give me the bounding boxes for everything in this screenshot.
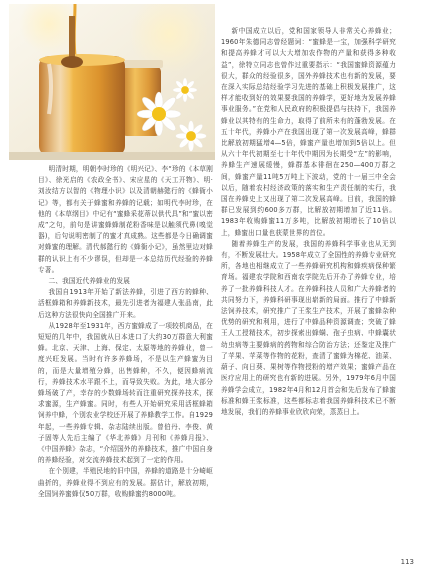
page-number: 113 — [400, 558, 414, 566]
section-heading-modern-development: 二、我国近代养蜂业的发展 — [48, 277, 131, 286]
paragraph-new-china: 新中国成立以后，党和国家领导人非常关心养蜂业；1960年朱德同志曾经题词：“蜜蜂是一宝，加强科学研究和提高养蜂才可以大大增加农作物的产量和获得多种收益”，徐特立同志也曾作过重要指示：“我国蜜蜂资源蕴力很大，群众的经验很多，国外养蜂技术也有新的发展，要在深入实际总结经验学习先进的基础上积极发展推广，这样才能收到好的效果要我国的养蜂学，更好地为发展养蜂事业服务。”在党和人民政府的积极提倡与扶持下，我国养蜂业以其特有的生命力，取得了前所未有的蓬勃发展。在五十年代，养蜂小产在我国出现了第一次发展高峰，蜂群比解放初期猛增4—5倍，蜂蜜产量也增加到5倍以上。但从六十年代初期至七十年代中期因为长期受“左”的影响，养蜂生产速展缓慢，蜂群基本徘徊在250—400万群之间，蜂蜜产量11吨5万吨上下波动，党的十一届三中全会以后，随着农村经济政策的落实和生产责任制的实行，我国在养蜂史上又出现了第二次发展高峰。目前，我国的蜂群已发展到约600多万群，比解放初期增加了近11倍。1983年收购蜂蜜11万多吨，比解放初期增长了10倍以上，蜂蜜出口量也获蒙世界的首位。 — [221, 27, 396, 237]
paragraph-semi-colonial: 在个别建，半殖民地的旧中国，养蜂的道路是十分崎岖曲折的，养蜂业得不到应有的发展。据估计，解放初期，全国饲养蜜蜂仅50万群，收购蜂蜜约8000吨。 — [38, 467, 213, 498]
left-text-column — [38, 164, 213, 500]
honey-jar-photo — [9, 4, 215, 160]
paragraph-1928-1931: 从1928年至1931年，西方蜜蜂成了一项较机商品，在短短的几年中，我国就从日本进口了大约30万群意大利蜜蜂。北京、天津、上海、保定、太原等地的养蜂业，曾一度兴旺发展。当时有许多养蜂场，不是以生产蜂蜜为目的，而是大量增殖分蜂，出售蜂种，不久，便因蜂病流行，养蜂技术水平跟不上，而导致失败。为此，地大部分蜂场破了产，幸存的少数蜂场转而注重研究探养技术，探求蜜源，生产蜂蜜。同时，有些人开始研究采用活框蜂箱饲养中蜂，个别农业学校还开展了养蜂教学工作。自1929年起，一些养蜂专辑、杂志陆续出版。曾伯丹、李俊、黄子固等人先后主编了《华北养蜂》月刊和《养蜂月报》、《中国养蜂》杂志，“介绍国外的养蜂技术，推广中国自身的养蜂经验，对交流养蜂技术起到了一定的作用。 — [38, 321, 213, 465]
honey-jar-with-flowers-icon — [9, 4, 215, 160]
chamomile-flower-back — [173, 78, 197, 102]
paragraph-1913: 我国自1913年开始了新法养蜂，引进了西方的蜂种、活框蜂箱和养蜂新技术，最先引进者为福建人张品南，此后这种方法很快向全国推广开来。 — [38, 288, 213, 319]
chamomile-flower-small — [176, 121, 207, 152]
paragraph-ming-qing: 明清时期，明朝李时珍的《明兴记》、李“珍的《本草刚目》、徐光启的《农政全书》、宋应星的《天工开物》、明·刘汝结方以智的《物理小识》以及清朝赫懿行的《蜂衙小记》等，都有关于蜂蜜和养蜂的记载；如明代李时珍，在他的《本草纲目》中记有“蜜蜂采花蒂以供代具”和“蜜以密成”之句，前句是讲蜜蜂蜂制花粉香味是以触须代鼻(嗅觉器)，后句说明密制了的蜜才真成熟。这些都是今日确调蜜对蜂蜜的理解。清代郝懿行的《蜂衙小记》，虽然里边对蜂群的认识上有不少谬误，但却是一本总结历代经验的养蜂专著。 — [38, 165, 213, 274]
chamomile-flower — [137, 92, 181, 136]
right-text-column — [221, 26, 396, 418]
paragraph-science-development: 随着养蜂生产的发展，我国的养蜂科学事业也从无到有，不断发展壮大。1958年成立了全国性的养蜂专业研究所，各地也相继成立了一些养蜂研究机构和蜂疾病保种繁育场。福建农学院和西南农学院先后开办了养蜂专业，培养了一批养蜂科技人才。在养蜂科技人员和广大养蜂者的共同努力下，养蜂科研事现出崭新的局面。推行了中蜂新法饲养技术，研究推广了王浆生产技术，开展了蜜蜂杂种优势的研究和利用，进行了中蜂品种资源调查；突破了蜂王人工授精技术，初步探索出蜂螨、孢子虫病、中蜂囊状幼虫病等主要蜂病的药物和综合防治方法；还鉴定及推广了苹果、苹菜等作物的花粉，查清了蜜蜂为棉花、油菜、葫子、向日葵、果树等作物授粉的增产效果；蜜蜂产品在医疗应用上的研究也有新的进展。另外，1979年6月中国养蜂学会成立，1982年4月和12月首会和先后发布了蜂蜜标准和蜂王浆标准，这些都标志着我国养蜂科技术已不断地发展，我们的养蜂事业欣欣向荣，蒸蒸日上。 — [221, 239, 396, 416]
